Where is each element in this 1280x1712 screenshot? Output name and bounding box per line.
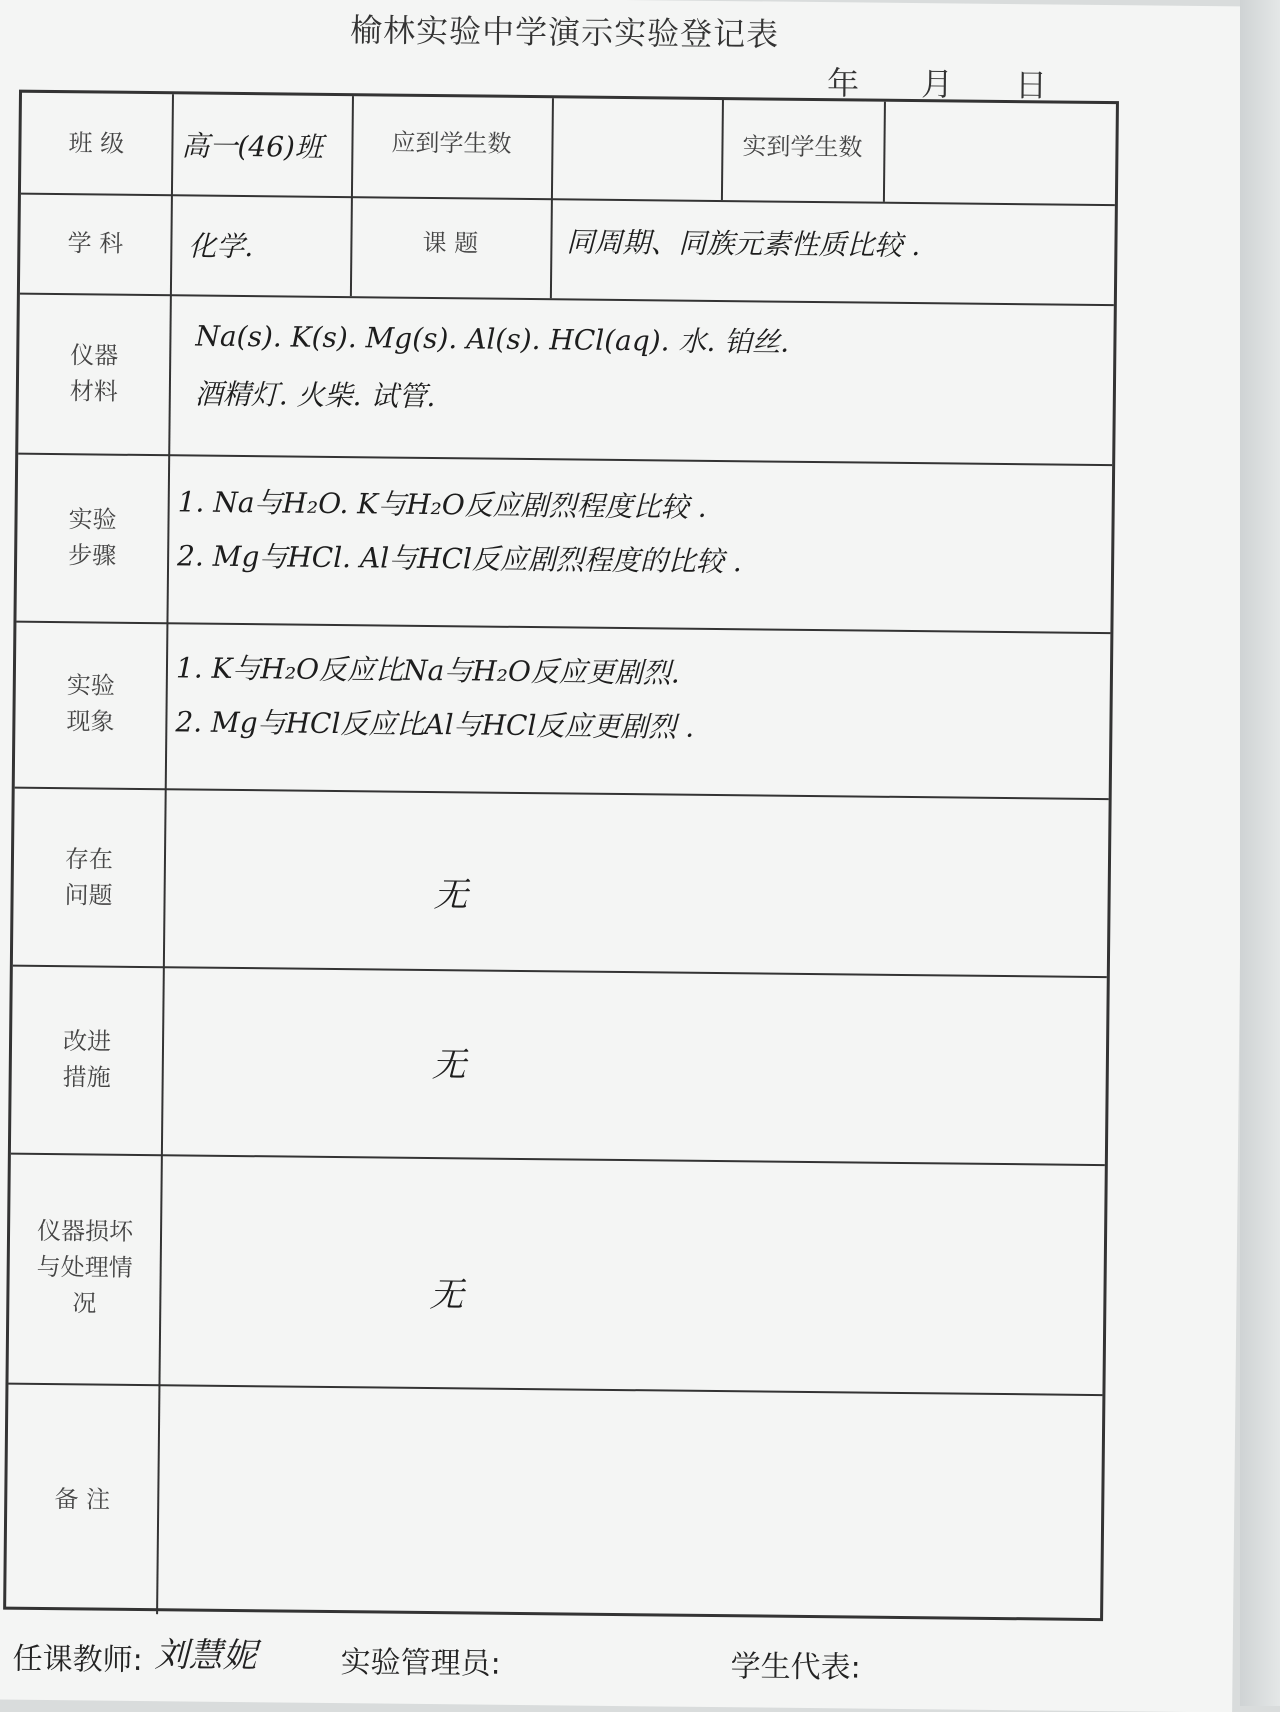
steps-label: 实验步骤 (68, 505, 117, 570)
topic-value: 同周期、同族元素性质比较 . (566, 225, 921, 263)
class-value: 高一(46)班 (181, 129, 324, 164)
class-label: 班 级 (68, 129, 125, 158)
teacher-signature: 刘慧妮 (154, 1635, 257, 1677)
form-title: 榆林实验中学演示实验登记表 (349, 11, 780, 54)
page-edge-shadow (1240, 0, 1280, 1706)
remarks-label: 备 注 (54, 1485, 111, 1514)
damage-label: 仪器损坏与处理情况 (36, 1216, 134, 1318)
damage-value: 无 (429, 1275, 464, 1316)
steps-line-2: 2. Mg与HCl. Al与HCl反应剧烈程度的比较 . (176, 539, 742, 579)
subject-label: 学 科 (67, 229, 124, 258)
expected-students-label: 应到学生数 (391, 128, 512, 158)
materials-line-1: Na(s). K(s). Mg(s). Al(s). HCl(aq). 水. 铂丝. (195, 319, 790, 359)
problems-value: 无 (433, 875, 468, 916)
improvements-label: 改进措施 (62, 1027, 112, 1092)
steps-line-1: 1. Na与H₂O. K与H₂O反应剧烈程度比较 . (177, 485, 707, 524)
improvements-value: 无 (431, 1045, 467, 1086)
problems-label: 存在问题 (64, 845, 114, 910)
date-year: 年 (826, 64, 860, 103)
date-month: 月 (920, 65, 954, 104)
topic-label: 课 题 (422, 228, 479, 258)
registration-table (3, 90, 1119, 1621)
admin-label: 实验管理员: (340, 1645, 501, 1682)
teacher-label: 任课教师: (12, 1641, 143, 1679)
materials-line-2: 酒精灯. 火柴. 试管. (194, 377, 436, 414)
materials-label: 仪器材料 (69, 341, 119, 406)
subject-value: 化学. (188, 229, 254, 264)
phenomena-line-2: 2. Mg与HCl反应比Al与HCl反应更剧烈 . (175, 705, 695, 744)
phenomena-line-1: 1. K与H₂O反应比Na与H₂O反应更剧烈. (175, 651, 680, 690)
student-rep-label: 学生代表: (730, 1649, 861, 1686)
phenomena-label: 实验现象 (66, 671, 115, 736)
date-day: 日 (1014, 66, 1048, 105)
actual-students-label: 实到学生数 (742, 132, 863, 162)
